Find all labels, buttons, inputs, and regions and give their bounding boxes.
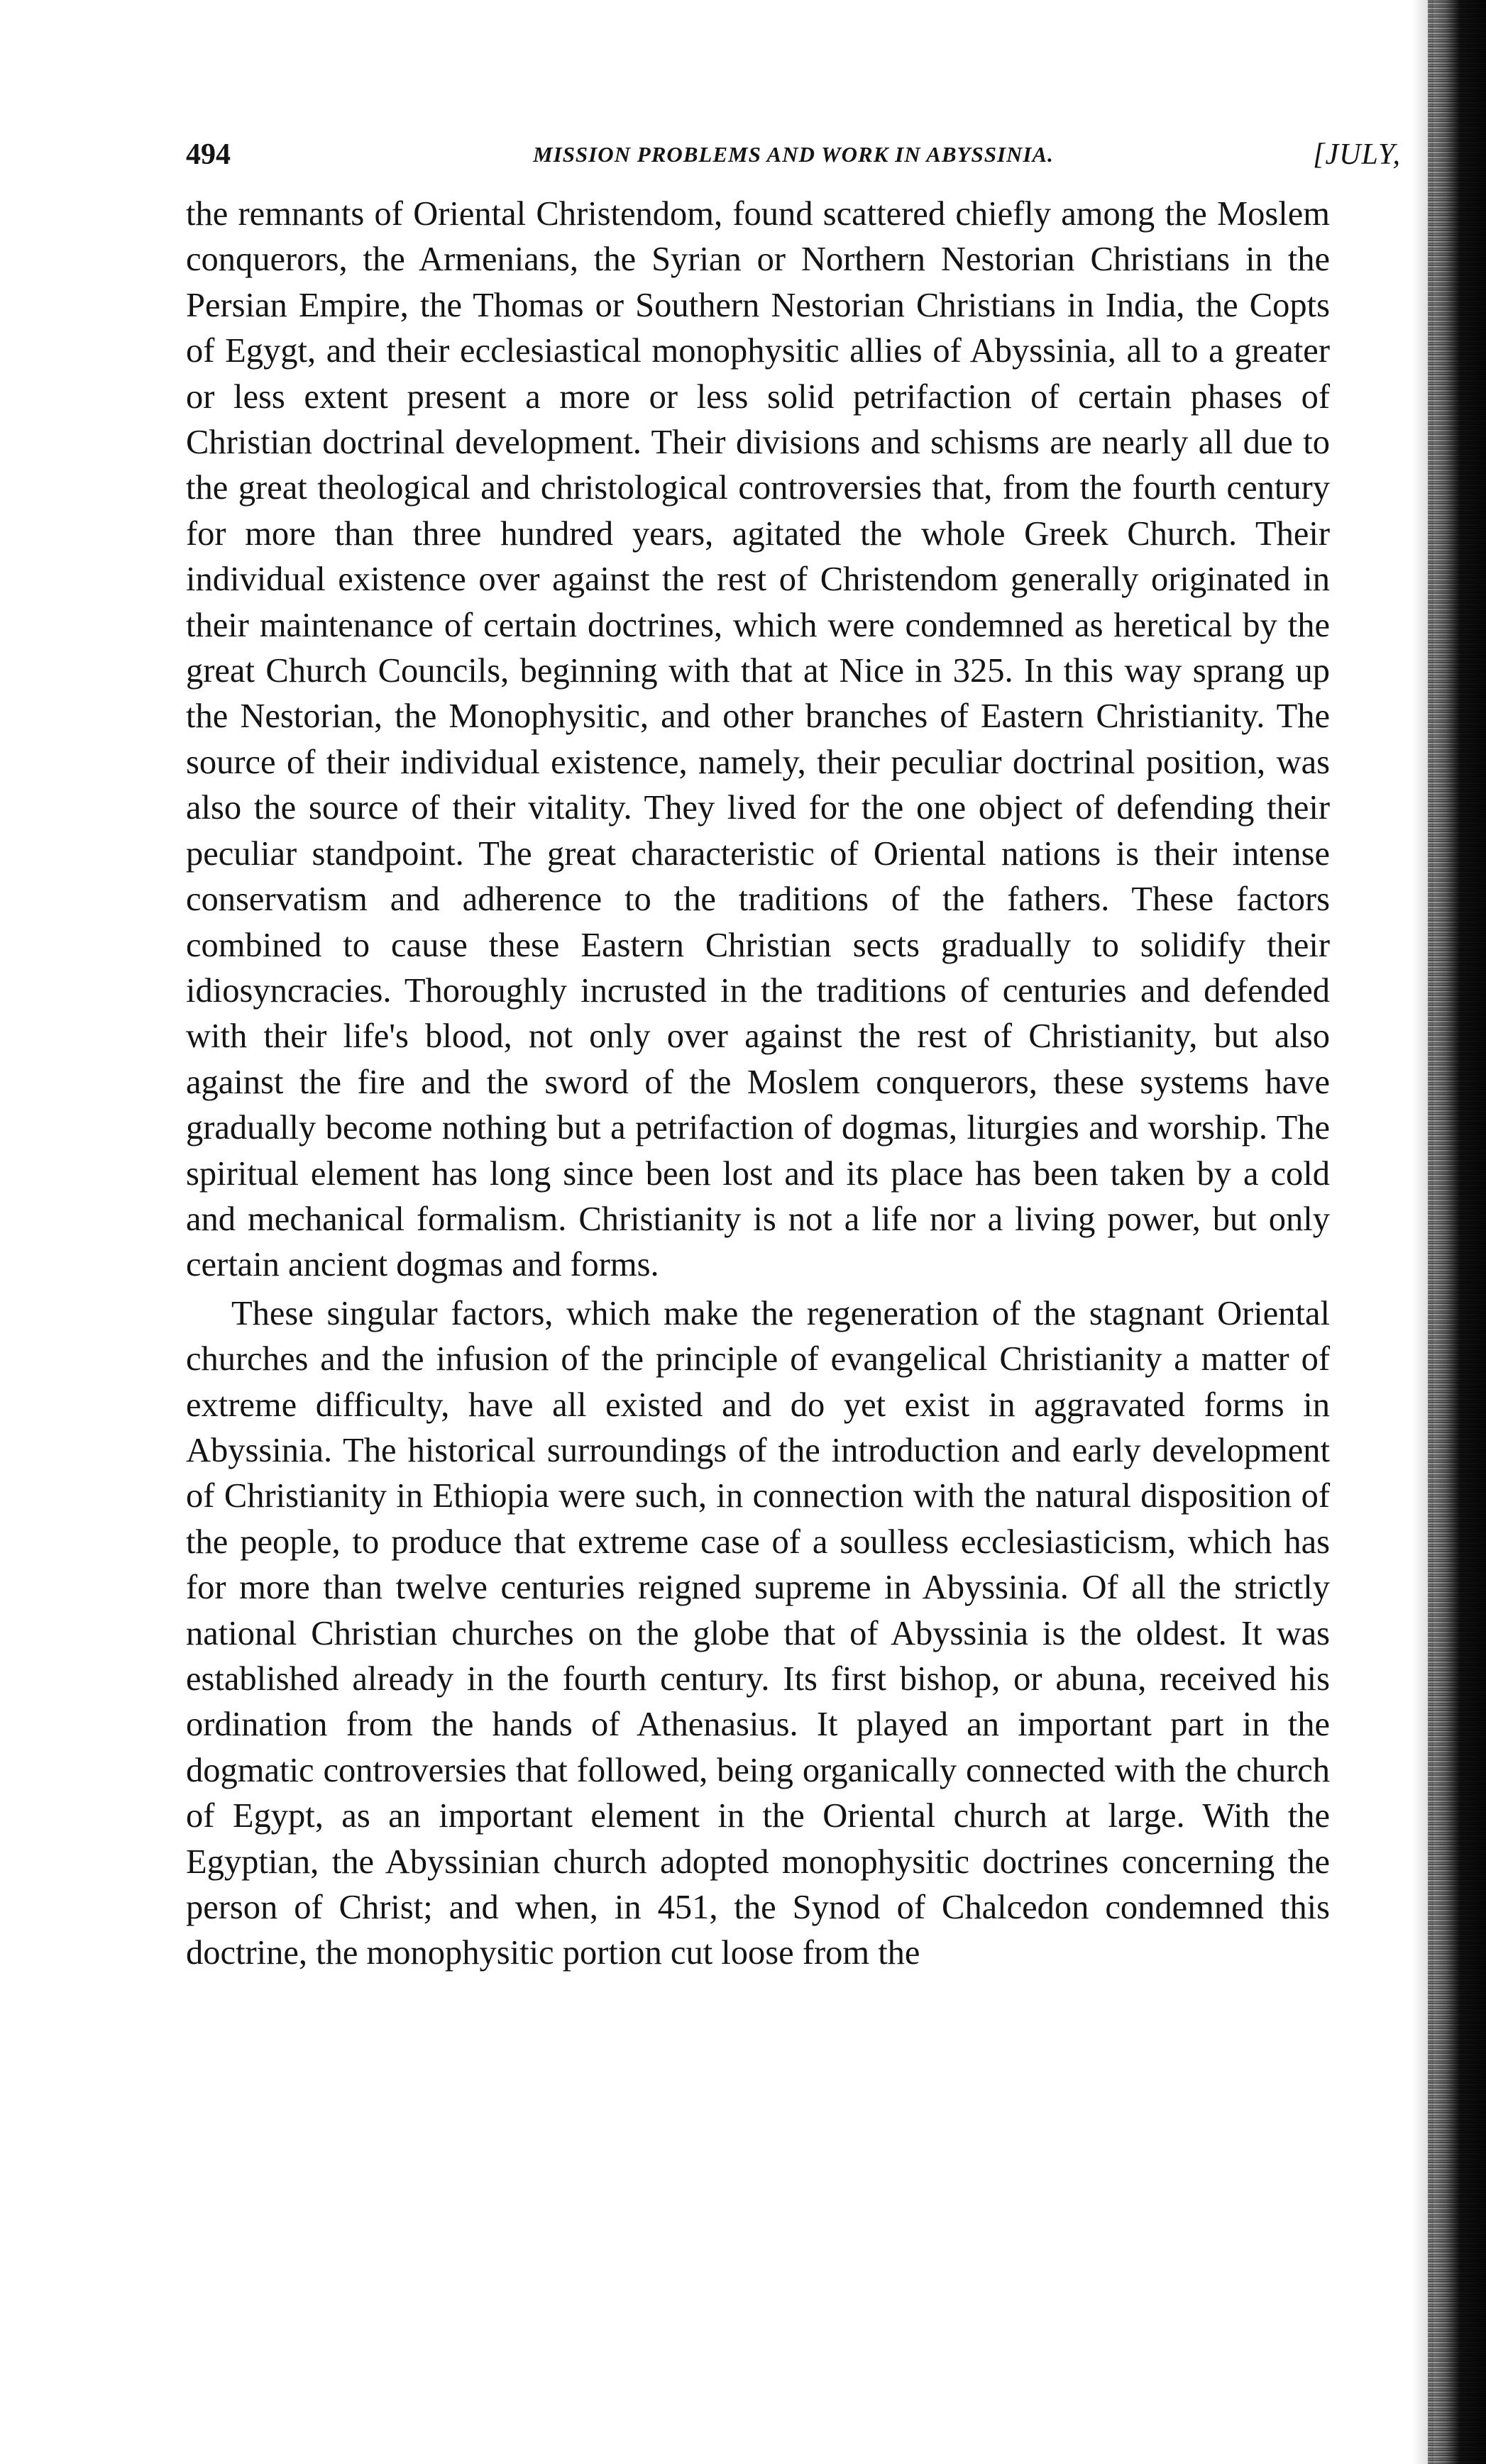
article-body xyxy=(186,192,1330,1977)
running-date: [JULY, xyxy=(1313,138,1401,171)
running-title: MISSION PROBLEMS AND WORK IN ABYSSINIA. xyxy=(533,142,1054,167)
paragraph-2: These singular factors, which make the regeneration of the stagnant Oriental churches and the infusion of the principle of evangelical Christianity a matter of extreme difficulty, have all existed and do yet exist in aggravated forms in Abyssinia. The historical surroundings of the introduction and early development of Christianity in Ethiopia were such, in connection with the natural disposition of the people, to produce that extreme case of a soulless ecclesiasticism, which has for more than twelve centuries reigned supreme in Abyssinia. Of all the strictly national Christian churches on the globe that of Abyssinia is the oldest. It was established already in the fourth century. Its first bishop, or abuna, received his ordination from the hands of Athenasius. It played an important part in the dogmatic controversies that followed, being organically connected with the church of Egypt, as an important element in the Oriental church at large. With the Egyptian, the Abyssinian church adopted monophysitic doctrines concerning the person of Christ; and when, in 451, the Synod of Chalcedon condemned this doctrine, the monophysitic portion cut loose from the xyxy=(186,1294,1330,1972)
page-number: 494 xyxy=(186,138,231,171)
page-binding-edge xyxy=(1428,0,1486,2464)
paragraph-1: the remnants of Oriental Christendom, found scattered chiefly among the Moslem conquerors, the Armenians, the Syrian or Northern Nestorian Christians in the Persian Empire, the Thomas or Southern Nestorian Christians in India, the Copts of Egygt, and their ecclesiastical monophysitic allies of Abyssinia, all to a greater or less extent present a more or less solid petrifaction of certain phases of Christian doctrinal development. Their divisions and schisms are nearly all due to the great theological and christological controversies that, from the fourth century for more than three hundred years, agitated the whole Greek Church. Their individual existence over against the rest of Christendom generally originated in their maintenance of certain doctrines, which were condemned as heretical by the great Church Councils, beginning with that at Nice in 325. In this way sprang up the Nestorian, the Monophysitic, and other branches of Eastern Christianity. The source of their individual existence, namely, their peculiar doctrinal position, was also the source of their vitality. They lived for the one object of defending their peculiar standpoint. The great characteristic of Oriental nations is their intense conservatism and adherence to the traditions of the fathers. These factors combined to cause these Eastern Christian sects gradually to solidify their idiosyncracies. Thoroughly incrusted in the traditions of centuries and defended with their life's blood, not only over against the rest of Christianity, but also against the fire and the sword of the Moslem conquerors, these systems have gradually become nothing but a petrifaction of dogmas, liturgies and worship. The spiritual element has long since been lost and its place has been taken by a cold and mechanical formalism. Christianity is not a life nor a living power, but only certain ancient dogmas and forms. xyxy=(186,195,1330,1284)
running-head xyxy=(186,133,1401,176)
